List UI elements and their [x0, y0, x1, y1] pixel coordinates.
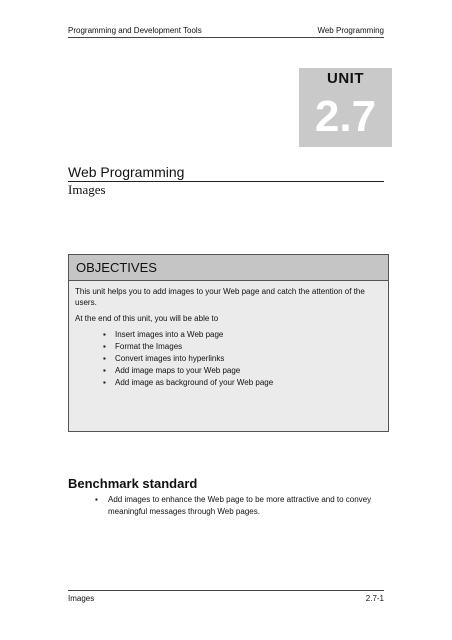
page-header	[68, 26, 384, 38]
benchmark-heading: Benchmark standard	[68, 476, 198, 491]
objectives-heading: OBJECTIVES	[69, 255, 388, 281]
list-item: ▪ Add image maps to your Web page	[115, 365, 382, 377]
page-number: 2.7-1	[365, 594, 384, 603]
list-item: ▪ Insert images into a Web page	[115, 329, 382, 341]
benchmark-list	[108, 494, 388, 518]
header-left: Programming and Development Tools	[68, 26, 202, 35]
unit-badge	[299, 68, 392, 147]
unit-label: UNIT	[327, 70, 364, 87]
list-item: ▪ Add image as background of your Web page	[115, 377, 382, 389]
page-subtitle: Images	[68, 182, 106, 197]
page-title: Web Programming	[68, 164, 384, 182]
objectives-intro: This unit helps you to add images to your Web page and catch the attention of the users.	[75, 287, 365, 307]
unit-number: 2.7	[314, 92, 377, 141]
list-item: ▪ Convert images into hyperlinks	[115, 353, 382, 365]
footer-left: Images	[68, 594, 95, 603]
objectives-box	[68, 254, 389, 432]
objectives-list	[75, 329, 382, 389]
objectives-body	[69, 281, 388, 394]
objectives-lead: At the end of this unit, you will be able to	[75, 314, 219, 323]
page-footer	[68, 590, 384, 603]
list-item: ▪ Format the Images	[115, 341, 382, 353]
list-item: ▪ Add images to enhance the Web page to be more attractive and to convey meaningful messages through Web pages.	[108, 494, 388, 518]
header-right: Web Programming	[317, 26, 384, 35]
